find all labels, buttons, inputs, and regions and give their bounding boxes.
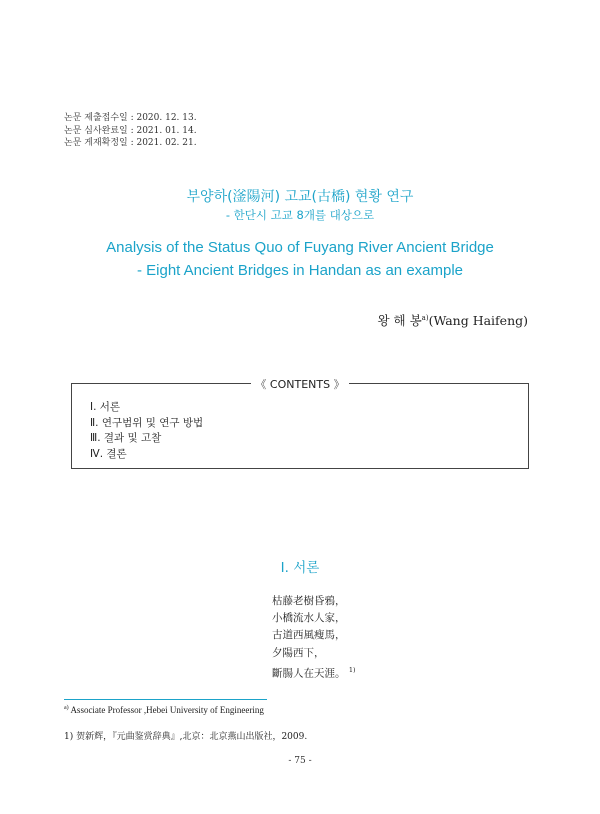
author-line bbox=[377, 311, 528, 329]
poem-line: 枯藤老樹昏鴉， bbox=[272, 595, 346, 607]
toc-item-scope-methods: Ⅱ. 연구범위 및 연구 방법 bbox=[90, 416, 204, 429]
author-affiliation-mark: a) bbox=[421, 313, 429, 322]
toc-item-results: Ⅲ. 결과 및 고찰 bbox=[90, 432, 162, 444]
title-english: Analysis of the Status Quo of Fuyang River Ancient Bridge bbox=[106, 239, 494, 256]
poem-line: 古道西風瘦馬， bbox=[272, 629, 346, 642]
section-heading-introduction: Ⅰ. 서론 bbox=[280, 560, 320, 576]
subtitle-korean: - 한단시 고교 8개를 대상으로 bbox=[225, 208, 375, 222]
date-reviewed: 논문 심사완료일 : 2021. 01. 14. bbox=[64, 125, 197, 136]
poem-line-last: 斷腸人在天涯。 $^{1)}$ bbox=[272, 665, 356, 680]
contents-label: 《 CONTENTS 》 bbox=[0, 376, 600, 392]
poem-line: 小橋流水人家， bbox=[272, 612, 346, 625]
subtitle-english: - Eight Ancient Bridges in Handan as an example bbox=[136, 262, 464, 279]
author-name-english: (Wang Haifeng) bbox=[428, 313, 528, 328]
page-number: - 75 - bbox=[288, 756, 312, 766]
submission-dates bbox=[64, 112, 197, 150]
title-korean: 부양하(滏陽河) 고교(古橋) 현황 연구 bbox=[186, 189, 414, 205]
toc-item-conclusion: Ⅳ. 결론 bbox=[90, 447, 127, 460]
toc-item-introduction: Ⅰ. 서론 bbox=[90, 401, 121, 413]
date-submitted: 논문 제출접수일 : 2020. 12. 13. bbox=[64, 113, 197, 123]
author-name-korean: 왕 해 봉 bbox=[377, 313, 422, 328]
poem-line: 夕陽西下， bbox=[272, 646, 325, 659]
footnote-reference-1: 1) 贺新辉，『元曲鉴赏辞典』,北京：北京燕山出版社，2009. bbox=[64, 732, 308, 742]
footnote-affiliation: $^{a)}$ Associate Professor ,Hebei University of Engineering bbox=[64, 705, 264, 715]
table-of-contents bbox=[90, 400, 203, 462]
poem-footnote-mark: 1) bbox=[348, 665, 356, 674]
date-accepted: 논문 게재확정일 : 2021. 02. 21. bbox=[64, 138, 197, 148]
footnote-divider bbox=[64, 699, 267, 700]
poem bbox=[272, 593, 356, 683]
